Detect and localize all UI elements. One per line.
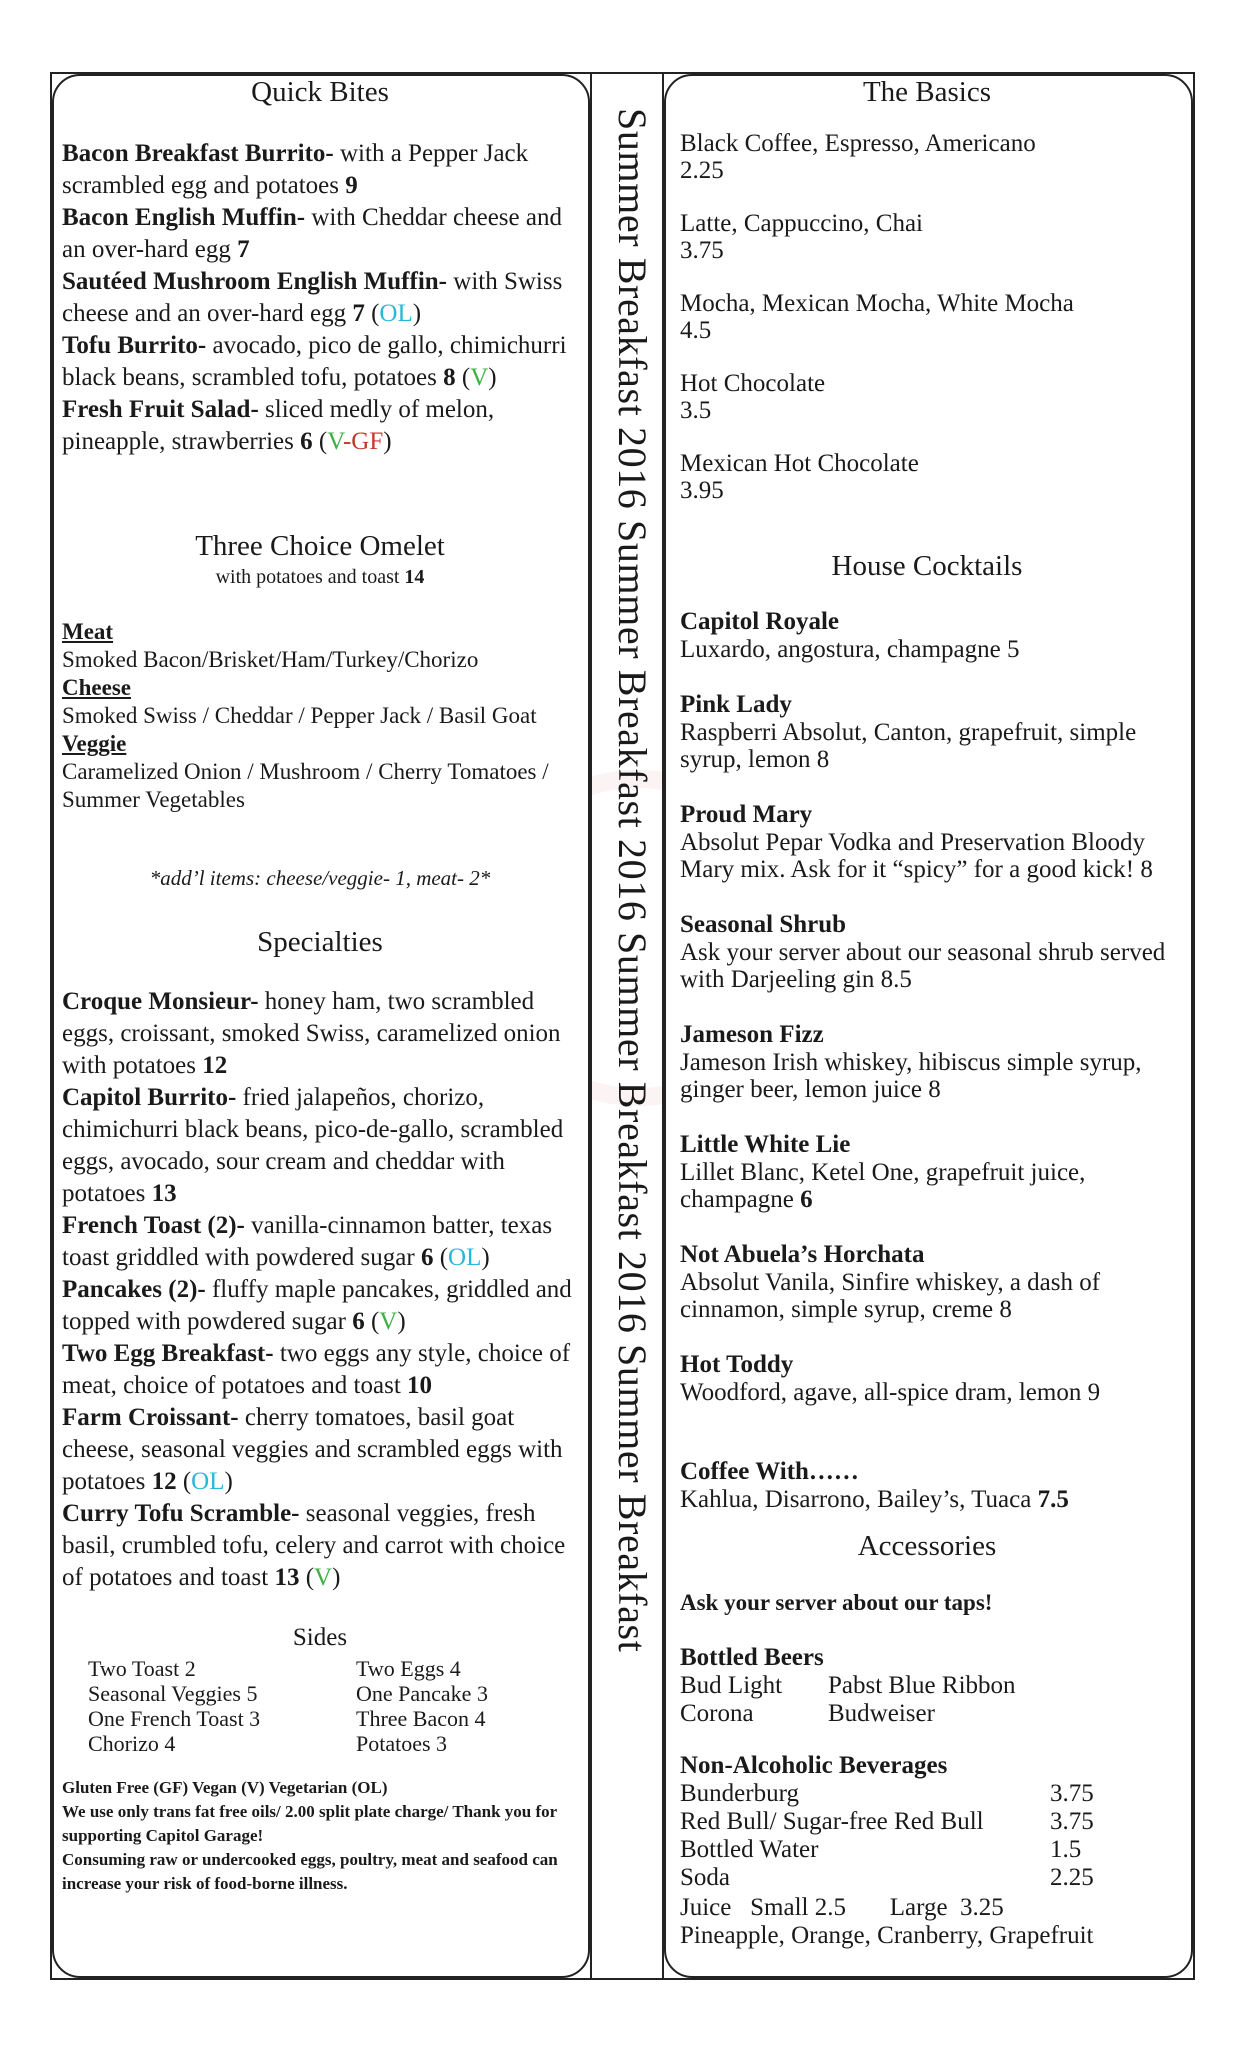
- basics-item-price: 3.95: [680, 477, 724, 504]
- menu-item-desc: vanilla-cinnamon batter, texas toast griddled with powdered sugar: [62, 1212, 553, 1271]
- cocktail-desc: [680, 1269, 1180, 1323]
- side-item: Two Eggs 4: [356, 1656, 461, 1681]
- cocktail-item: [680, 1351, 1180, 1406]
- na-item-price: 3.75: [1050, 1808, 1094, 1835]
- cocktail-name: Not Abuela’s Horchata: [680, 1241, 925, 1268]
- beer-item: Budweiser: [828, 1700, 935, 1727]
- na-item-name: Bottled Water: [680, 1836, 819, 1863]
- basics-item-price: 2.25: [680, 157, 724, 184]
- tag-paren: (: [364, 1308, 380, 1335]
- tag-paren: ): [383, 428, 392, 455]
- cocktails-list: [680, 608, 1180, 1434]
- cocktails-title: House Cocktails: [831, 550, 1023, 582]
- cocktail-name: Hot Toddy: [680, 1351, 794, 1378]
- sides-title: Sides: [292, 1624, 348, 1651]
- dietary-tag: V: [314, 1564, 333, 1591]
- menu-item-name: Bacon Breakfast Burrito-: [62, 140, 334, 167]
- tag-paren: (: [433, 1244, 449, 1271]
- side-item: Chorizo 4: [88, 1731, 176, 1756]
- menu-footer: [62, 1776, 582, 1896]
- tag-paren: ): [412, 300, 422, 327]
- menu-item-price: 12: [202, 1052, 228, 1079]
- menu-item-name: Tofu Burrito-: [62, 332, 207, 359]
- footer-note-health: Consuming raw or undercooked eggs, poultry, meat and seafood can increase your risk of food-borne illness.: [62, 1850, 558, 1893]
- na-item-name: Red Bull/ Sugar-free Red Bull: [680, 1808, 984, 1835]
- side-item: Three Bacon 4: [356, 1706, 486, 1731]
- tag-paren: (: [176, 1468, 192, 1495]
- cheese-options: Smoked Swiss / Cheddar / Pepper Jack / Basil Goat: [62, 703, 537, 728]
- menu-item-name: Sautéed Mushroom English Muffin-: [62, 268, 448, 295]
- menu-item-name: Bacon English Muffin-: [62, 204, 306, 231]
- basics-list: [680, 130, 1180, 530]
- menu-item-name: French Toast (2)-: [62, 1212, 245, 1239]
- menu-item-desc: with a Pepper Jack scrambled egg and potatoes: [62, 140, 529, 199]
- footer-note-oils: We use only trans fat free oils/ 2.00 split plate charge/ Thank you for supporting Capitol Garage!: [62, 1802, 557, 1845]
- dietary-tag: V: [379, 1308, 398, 1335]
- cocktail-desc-text: Absolut Vanila, Sinfire whiskey, a dash of cinnamon, simple syrup, creme 8: [680, 1269, 1101, 1323]
- menu-item-price: 6: [420, 1244, 434, 1271]
- menu-item: [62, 394, 584, 458]
- side-item: One Pancake 3: [356, 1681, 488, 1706]
- basics-item: [680, 450, 1180, 504]
- specialties-title: Specialties: [257, 926, 383, 958]
- menu-item-name: Capitol Burrito-: [62, 1084, 237, 1111]
- basics-title: The Basics: [862, 76, 992, 108]
- menu-item-price: 10: [407, 1372, 433, 1399]
- omelet-add-note: *add’l items: cheese/veggie- 1, meat- 2*: [149, 866, 491, 890]
- menu-item-desc: with Swiss cheese and an over-hard egg: [62, 268, 563, 327]
- menu-item: [62, 202, 584, 266]
- menu-item: [62, 266, 584, 330]
- menu-item-desc: seasonal veggies, fresh basil, crumbled tofu, celery and carrot with choice of potatoes and toast: [62, 1500, 566, 1591]
- coffee-with-desc-text: Kahlua, Disarrono, Bailey’s, Tuaca: [680, 1486, 1038, 1513]
- menu-item-price: 13: [274, 1564, 300, 1591]
- juice-line: Juice Small 2.5 Large 3.25: [680, 1894, 1004, 1921]
- tag-paren: ): [397, 1308, 406, 1335]
- quick-bites-list: [62, 138, 584, 458]
- menu-item-desc: sliced medly of melon, pineapple, strawberries: [62, 396, 495, 455]
- cocktail-item: [680, 1131, 1180, 1213]
- menu-item-name: Farm Croissant-: [62, 1404, 239, 1431]
- dietary-tag: V: [470, 364, 489, 391]
- meat-options: Smoked Bacon/Brisket/Ham/Turkey/Chorizo: [62, 647, 479, 672]
- omelet-title: Three Choice Omelet: [195, 530, 445, 562]
- beer-grid: [680, 1672, 1078, 1728]
- na-item-price: 1.5: [1050, 1836, 1082, 1863]
- dietary-tag: OL: [448, 1244, 482, 1271]
- menu-item-name: Curry Tofu Scramble-: [62, 1500, 300, 1527]
- menu-item-price: 6: [352, 1308, 365, 1335]
- beer-item: Corona: [680, 1700, 754, 1727]
- tag-paren: ): [481, 1244, 490, 1271]
- cocktail-item: [680, 1021, 1180, 1103]
- tag-paren: (: [312, 428, 328, 455]
- na-item-price: 2.25: [1050, 1864, 1094, 1891]
- basics-item: [680, 130, 1180, 184]
- menu-item: [62, 138, 584, 202]
- cheese-label: Cheese: [62, 675, 131, 700]
- menu-item-desc: fried jalapeños, chorizo, chimichurri black beans, pico-de-gallo, scrambled eggs, avocado, sour cream and cheddar with potatoes: [62, 1084, 564, 1207]
- menu-item-name: Fresh Fruit Salad-: [62, 396, 259, 423]
- coffee-with-price: 7.5: [1037, 1486, 1069, 1513]
- cocktail-desc-text: Ask your server about our seasonal shrub served with Darjeeling gin 8.5: [680, 939, 1166, 993]
- taps-note: Ask your server about our taps!: [680, 1590, 993, 1615]
- menu-item-name: Two Egg Breakfast-: [62, 1340, 274, 1367]
- omelet-options: [62, 618, 582, 814]
- menu-item-name: Pancakes (2)-: [62, 1276, 206, 1303]
- cocktail-item: [680, 911, 1180, 993]
- cocktail-desc: [680, 829, 1180, 883]
- cocktail-desc-text: Raspberri Absolut, Canton, grapefruit, simple syrup, lemon 8: [680, 719, 1137, 773]
- cocktail-desc-text: Jameson Irish whiskey, hibiscus simple syrup, ginger beer, lemon juice 8: [680, 1049, 1142, 1103]
- menu-item: [62, 1498, 584, 1594]
- dietary-tag: OL: [191, 1468, 225, 1495]
- cocktail-name: Proud Mary: [680, 801, 813, 828]
- tag-paren: (: [299, 1564, 315, 1591]
- menu-item-desc: with Cheddar cheese and an over-hard egg: [62, 204, 562, 263]
- cocktail-name: Jameson Fizz: [680, 1021, 824, 1048]
- coffee-with: [680, 1458, 1180, 1513]
- side-banner-text: Summer Breakfast 2016 Summer Breakfast 2016 Summer Breakfast 2016 Summer Breakfast: [610, 108, 655, 1653]
- cocktail-desc: [680, 1379, 1180, 1406]
- menu-item: [62, 1274, 584, 1338]
- basics-item-name: Mocha, Mexican Mocha, White Mocha: [680, 290, 1074, 317]
- na-beverages-grid: [680, 1780, 1170, 1892]
- menu-item-name: Croque Monsieur-: [62, 988, 259, 1015]
- cocktail-name: Pink Lady: [680, 691, 792, 718]
- basics-item: [680, 290, 1180, 344]
- menu-item: [62, 1210, 584, 1274]
- menu-item: [62, 1338, 584, 1402]
- cocktail-desc-text: Lillet Blanc, Ketel One, grapefruit juice, champagne: [680, 1159, 1086, 1213]
- coffee-with-title: Coffee With……: [680, 1458, 859, 1485]
- basics-item-price: 3.5: [680, 397, 712, 424]
- menu-item-desc: fluffy maple pancakes, griddled and topped with powdered sugar: [62, 1276, 572, 1335]
- na-beverages-title: Non-Alcoholic Beverages: [680, 1752, 948, 1779]
- basics-item: [680, 210, 1180, 264]
- cocktail-desc: [680, 636, 1180, 663]
- beer-item: Bud Light: [680, 1672, 783, 1699]
- dietary-tag: OL: [379, 300, 413, 327]
- cocktail-desc-text: Absolut Pepar Vodka and Preservation Bloody Mary mix. Ask for it “spicy” for a good kick! 8: [680, 829, 1153, 883]
- accessories-title: Accessories: [857, 1530, 997, 1562]
- cocktail-desc: [680, 1159, 1180, 1213]
- tag-paren: (: [364, 300, 380, 327]
- na-item-price: 3.75: [1050, 1780, 1094, 1807]
- tag-paren: (: [455, 364, 471, 391]
- juice-flavors: Pineapple, Orange, Cranberry, Grapefruit: [680, 1922, 1094, 1949]
- omelet-price: 14: [404, 566, 425, 588]
- side-item: One French Toast 3: [88, 1706, 261, 1731]
- menu-item-price: 9: [345, 172, 358, 199]
- cocktail-name: Little White Lie: [680, 1131, 851, 1158]
- cocktail-desc: [680, 1049, 1180, 1103]
- na-item-name: Bunderburg: [680, 1780, 799, 1807]
- veggie-label: Veggie: [62, 731, 127, 756]
- menu-item: [62, 1402, 584, 1498]
- dietary-tag: GF: [351, 428, 384, 455]
- side-item: Seasonal Veggies 5: [88, 1681, 258, 1706]
- side-banner: [590, 74, 664, 1978]
- menu-item-desc: avocado, pico de gallo, chimichurri black beans, scrambled tofu, potatoes: [62, 332, 567, 391]
- bottled-beers-title: Bottled Beers: [680, 1644, 824, 1671]
- tag-paren: ): [224, 1468, 233, 1495]
- meat-label: Meat: [62, 619, 114, 644]
- menu-item: [62, 330, 584, 394]
- dietary-tag: V: [327, 428, 343, 455]
- menu-item: [62, 986, 584, 1082]
- basics-item-price: 4.5: [680, 317, 712, 344]
- cocktail-name: Capitol Royale: [680, 608, 840, 635]
- cocktail-desc-text: Woodford, agave, all-spice dram, lemon 9: [680, 1379, 1101, 1406]
- cocktail-item: [680, 1241, 1180, 1323]
- dietary-legend: Gluten Free (GF) Vegan (V) Vegetarian (OL): [62, 1778, 388, 1797]
- cocktail-desc-text: Luxardo, angostura, champagne 5: [680, 636, 1020, 663]
- menu-item: [62, 1082, 584, 1210]
- omelet-subtitle-text: with potatoes and toast: [215, 566, 400, 588]
- cocktail-price: 6: [800, 1186, 813, 1213]
- menu-item-desc: cherry tomatoes, basil goat cheese, seasonal veggies and scrambled eggs with potatoes: [62, 1404, 563, 1495]
- omelet-subtitle: [60, 566, 580, 589]
- menu-item-price: 7: [352, 300, 365, 327]
- cocktail-desc: [680, 939, 1180, 993]
- beer-item: Pabst Blue Ribbon: [828, 1672, 1016, 1699]
- menu-item-price: 13: [151, 1180, 177, 1207]
- menu-item-price: 7: [237, 236, 250, 263]
- basics-item-name: Mexican Hot Chocolate: [680, 450, 919, 477]
- specialties-list: [62, 986, 584, 1594]
- na-item-name: Soda: [680, 1864, 730, 1891]
- quick-bites-title: Quick Bites: [251, 76, 389, 108]
- basics-item-price: 3.75: [680, 237, 724, 264]
- menu-item-price: 8: [443, 364, 456, 391]
- cocktail-item: [680, 801, 1180, 883]
- side-item: Two Toast 2: [88, 1656, 196, 1681]
- menu-item-price: 6: [300, 428, 313, 455]
- basics-item-name: Latte, Cappuccino, Chai: [680, 210, 923, 237]
- cocktail-name: Seasonal Shrub: [680, 911, 847, 938]
- side-item: Potatoes 3: [356, 1731, 448, 1756]
- coffee-with-desc: [680, 1486, 1180, 1513]
- sides-grid: [88, 1656, 556, 1756]
- tag-separator: -: [342, 428, 352, 455]
- cocktail-item: [680, 608, 1180, 663]
- menu-item-price: 12: [151, 1468, 177, 1495]
- cocktail-item: [680, 691, 1180, 773]
- veggie-options: Caramelized Onion / Mushroom / Cherry Tomatoes / Summer Vegetables: [62, 759, 549, 812]
- cocktail-desc: [680, 719, 1180, 773]
- basics-item-name: Black Coffee, Espresso, Americano: [680, 130, 1036, 157]
- menu-item-desc: honey ham, two scrambled eggs, croissant, smoked Swiss, caramelized onion with potatoes: [62, 988, 561, 1079]
- tag-paren: ): [332, 1564, 341, 1591]
- tag-paren: ): [488, 364, 497, 391]
- basics-item: [680, 370, 1180, 424]
- basics-item-name: Hot Chocolate: [680, 370, 826, 397]
- menu-item-desc: two eggs any style, choice of meat, choice of potatoes and toast: [62, 1340, 571, 1399]
